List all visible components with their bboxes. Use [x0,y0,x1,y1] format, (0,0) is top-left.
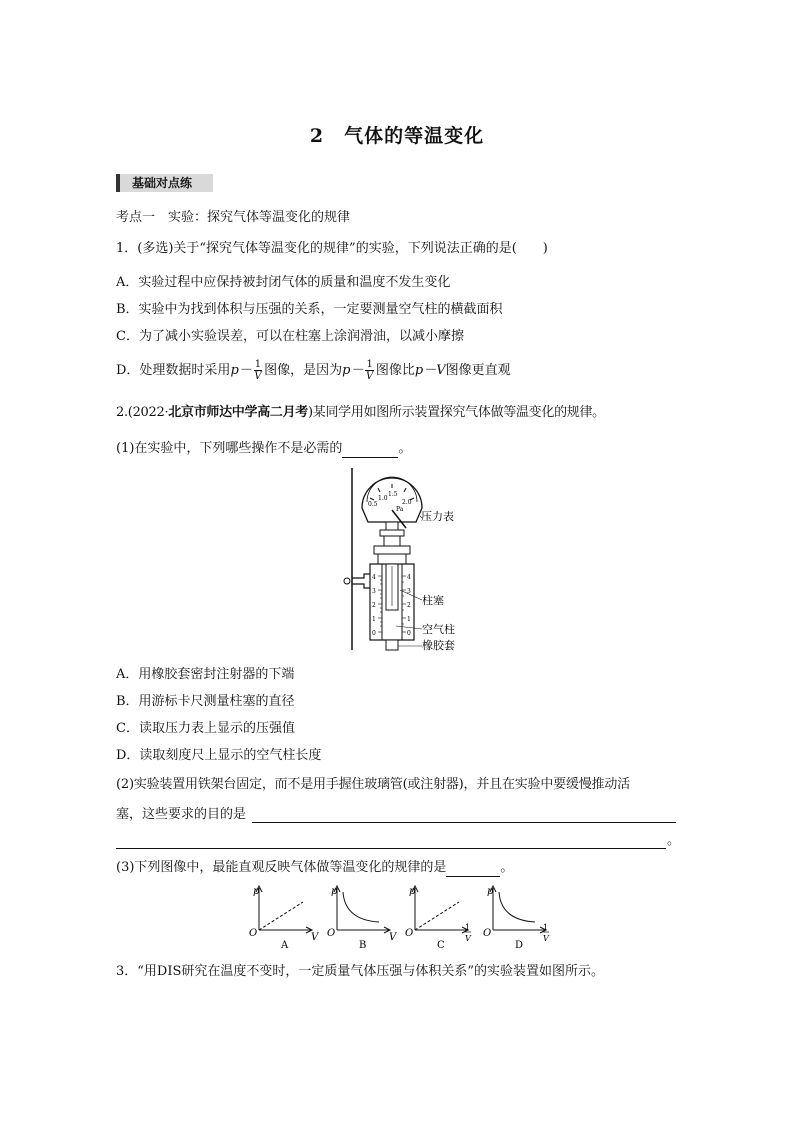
scale-number: 3 [407,588,411,595]
scale-number: 1 [372,616,376,623]
q2-option-d: D．读取刻度尺上显示的空气柱长度 [116,748,322,763]
scale-number: 1 [407,616,411,623]
label-rubber-cap: 橡胶套 [422,639,455,652]
label-air-column: 空气柱 [422,623,455,636]
gauge-mark: 1.5 [388,491,398,498]
gauge-mark: 1.0 [378,495,388,502]
label-gauge: 压力表 [421,510,454,523]
section-tag: 基础对点练 [116,174,213,192]
graph-d [483,886,550,950]
scale-number: 0 [407,630,411,637]
q3-stem: 3．“用DIS研究在温度不变时，一定质量气体压强与体积关系”的实验装置如图所示。 [116,964,605,979]
q1-d-p: p－ [230,363,252,378]
answer-blank[interactable] [446,862,500,877]
q1-option-d [116,359,511,382]
topic-heading: 考点一 实验：探究气体等温变化的规律 [116,210,351,225]
q2-stem [116,404,605,422]
scale-number: 0 [372,630,376,637]
graph-a [249,886,320,950]
graph-b [327,886,398,950]
x-axis-label-den: V [543,934,549,943]
scale-number: 4 [372,574,376,581]
q1-d-prefix: D．处理数据时采用 [116,363,231,378]
q2-source: 北京市师达中学高二月考 [168,405,308,420]
origin-label: O [249,928,258,939]
page-title: 2 气体的等温变化 [309,125,485,147]
q2-option-b: B．用游标卡尺测量柱塞的直径 [116,694,295,709]
q2-sub3-end: 。 [500,860,514,875]
q2-sub3-text: (3)下列图像中，最能直观反映气体做等温变化的规律的是 [116,860,447,875]
y-axis-label: p [487,886,494,897]
graph-label: A [281,940,289,950]
scale-number: 2 [407,602,411,609]
rubber-cap [386,640,398,650]
graph-label: D [515,940,524,950]
gauge-connector [386,522,398,530]
q2-option-a: A．用橡胶套密封注射器的下端 [116,667,295,682]
q1-d-mid: 图像，是因为 [264,363,343,378]
y-axis-label: p [409,886,416,897]
q2-option-c: C．读取压力表上显示的压强值 [116,721,295,736]
graph-options [245,884,555,950]
answer-line[interactable] [116,848,666,849]
origin-label: O [327,928,336,939]
y-axis-label: p [331,886,338,897]
q2-head-suffix: )某同学用如图所示装置探究气体做等温变化的规律。 [308,405,605,420]
q1-option-c: C．为了减小实验误差，可以在柱塞上涂润滑油，以减小摩擦 [116,329,464,344]
q2-sub2-line1: (2)实验装置用铁架台固定，而不是用手握住玻璃管(或注射器)，并且在实验中要缓慢推动活 [116,777,630,792]
frac-den: V [254,371,262,382]
x-axis-label-num: 1 [543,923,549,932]
gauge-mark: 2.0 [402,499,412,506]
q2-head-prefix: 2.(2022· [116,405,169,420]
y-axis-label: p [253,886,260,897]
line-curve [259,902,303,930]
q1-stem: 1．(多选)关于“探究气体等温变化的规律”的实验，下列说法正确的是( ) [116,241,548,256]
q1-d-suffix: 图像比 [375,363,415,378]
q1-d-p2: p－ [342,363,364,378]
q2-sub2-line2: 塞，这些要求的目的是 [116,807,247,822]
frac-num: 1 [366,359,373,370]
hyperbola-curve [343,892,379,922]
scale-number: 4 [407,574,411,581]
gauge-mark: 0.5 [368,501,378,508]
frac-num: 1 [254,359,262,370]
q2-sub2-end: 。 [667,833,681,848]
x-axis-label: V [311,932,319,943]
line-curve [415,902,459,930]
label-plunger: 柱塞 [422,594,444,607]
scale-number: 2 [372,602,376,609]
q2-sub3 [116,859,513,877]
q2-sub1-end: 。 [398,441,412,456]
graph-c [405,886,472,950]
x-axis-label: V [389,932,397,943]
graph-label: C [437,940,445,950]
q1-d-end: 图像更直观 [445,363,511,378]
q2-sub1 [116,440,411,458]
origin-label: O [483,928,492,939]
apparatus-figure [330,466,470,654]
clamp-screw [344,578,350,584]
hyperbola-curve [499,892,535,922]
graph-label: B [359,940,367,950]
frac-den: V [366,371,374,382]
fraction-1-over-v [254,359,262,382]
origin-label: O [405,928,414,939]
x-axis-label-num: 1 [465,923,471,932]
q1-d-pv: p－V [414,363,446,378]
fraction-1-over-v [365,359,373,382]
q1-option-a: A．实验过程中应保持被封闭气体的质量和温度不发生变化 [116,275,451,290]
gauge-unit: Pa [396,506,404,513]
q1-option-b: B．实验中为找到体积与压强的关系，一定要测量空气柱的横截面积 [116,302,503,317]
answer-blank[interactable] [342,443,398,458]
answer-line[interactable] [252,822,676,823]
q2-sub1-text: (1)在实验中，下列哪些操作不是必需的 [116,441,343,456]
scale-number: 3 [372,588,376,595]
x-axis-label-den: V [465,934,471,943]
